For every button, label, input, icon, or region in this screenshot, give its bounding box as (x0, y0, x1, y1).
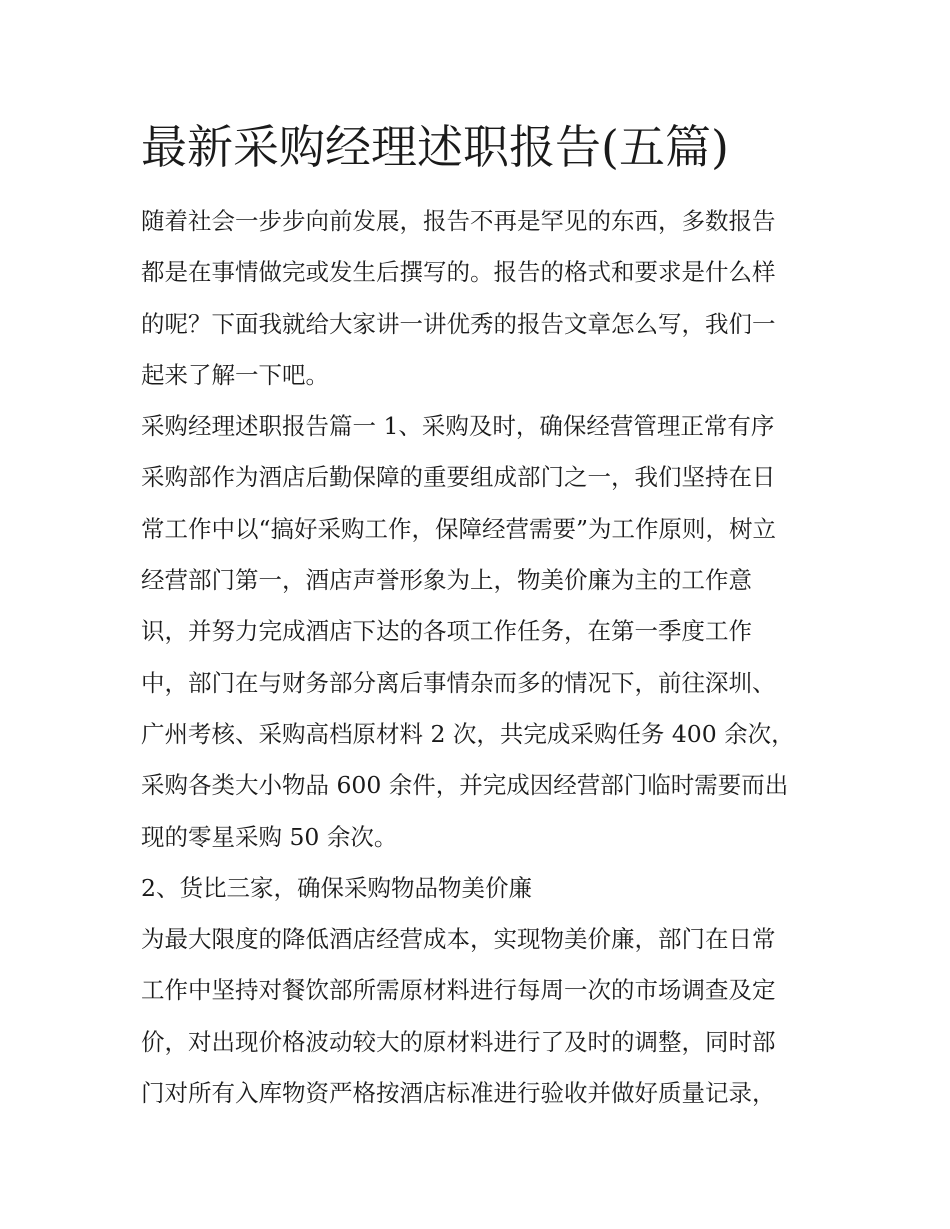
paragraph-line: 随着社会一步步向前发展，报告不再是罕见的东西，多数报告 (141, 207, 776, 235)
paragraph-line: 广州考核、采购高档原材料 2 次，共完成采购任务 400 余次， (141, 719, 795, 748)
paragraph-line: 工作中坚持对餐饮部所需原材料进行每周一次的市场调查及定 (141, 976, 776, 1005)
document-title: 最新采购经理述职报告(五篇) (141, 120, 729, 174)
paragraph-line: 现的零星采购 50 余次。 (141, 822, 398, 851)
paragraph-line: 经营部门第一，酒店声誉形象为上，物美价廉为主的工作意 (141, 566, 752, 595)
paragraph-line: 为最大限度的降低酒店经营成本，实现物美价廉，部门在日常 (141, 925, 776, 954)
paragraph-line: 采购经理述职报告篇一 1、采购及时，确保经营管理正常有序 (141, 412, 775, 441)
paragraph-line: 常工作中以“搞好采购工作，保障经营需要”为工作原则，树立 (141, 514, 777, 543)
document-body (141, 112, 813, 1119)
paragraph-line: 识，并努力完成酒店下达的各项工作任务，在第一季度工作 (141, 617, 752, 646)
paragraph-line: 起来了解一下吧。 (141, 360, 329, 389)
paragraph-line: 采购部作为酒店后勤保障的重要组成部门之一，我们坚持在日 (141, 463, 776, 492)
paragraph-line: 门对所有入库物资严格按酒店标准进行验收并做好质量记录， (141, 1079, 776, 1108)
section-heading-line: 2、货比三家，确保采购物品物美价廉 (141, 873, 532, 902)
paragraph-line: 价，对出现价格波动较大的原材料进行了及时的调整，同时部 (141, 1027, 776, 1056)
paragraph-line: 采购各类大小物品 600 余件，并完成因经营部门临时需要而出 (141, 771, 789, 800)
paragraph-line: 中，部门在与财务部分离后事情杂而多的情况下，前往深圳、 (141, 668, 776, 697)
paragraph-line: 都是在事情做完或发生后撰写的。报告的格式和要求是什么样 (141, 258, 776, 287)
paragraph-line: 的呢？下面我就给大家讲一讲优秀的报告文章怎么写，我们一 (141, 309, 776, 338)
